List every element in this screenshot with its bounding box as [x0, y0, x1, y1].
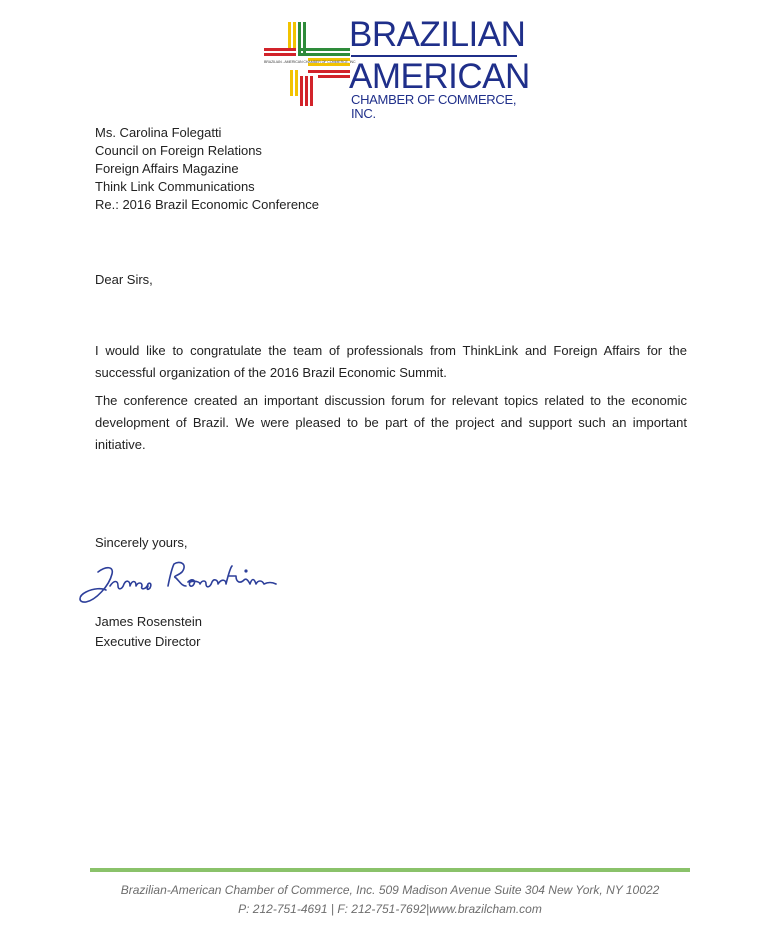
signer-block — [95, 612, 202, 652]
recipient-org-2: Foreign Affairs Magazine — [95, 161, 239, 176]
logo-line-american: AMERICAN — [349, 57, 530, 96]
salutation: Dear Sirs, — [95, 272, 153, 287]
logo-line-chamber: CHAMBER OF COMMERCE, INC. — [351, 92, 517, 121]
letterhead-logo — [262, 15, 530, 121]
handwritten-signature — [76, 556, 336, 614]
chamber-emblem-icon — [262, 18, 356, 110]
logo-wordmark — [349, 15, 530, 121]
footer-contact: P: 212-751-4691 | F: 212-751-7692|www.brazilcham.com — [238, 902, 542, 916]
closing: Sincerely yours, — [95, 535, 188, 550]
subject-line: Re.: 2016 Brazil Economic Conference — [95, 197, 320, 212]
signer-title: Executive Director — [95, 634, 201, 649]
recipient-address — [95, 124, 319, 214]
footer — [90, 881, 690, 919]
body-paragraph-1: I would like to congratulate the team of professionals from ThinkLink and Foreign Affairs for the successful organization of the 2016 Brazil Economic Summit. — [95, 343, 687, 380]
recipient-name: Ms. Carolina Folegatti — [95, 125, 222, 140]
logo-line-brazilian: BRAZILIAN — [349, 15, 526, 54]
signer-name: James Rosenstein — [95, 614, 202, 629]
logo-small-text: BRAZILIAN - AMERICAN CHAMBER OF COMMERCE, INC — [264, 60, 356, 64]
recipient-org-3: Think Link Communications — [95, 179, 255, 194]
recipient-org-1: Council on Foreign Relations — [95, 143, 262, 158]
body-paragraph-2: The conference created an important discussion forum for relevant topics related to the economic development of Brazil. We were pleased to be part of the project and support such an important initiative. — [95, 393, 687, 452]
footer-divider — [90, 868, 690, 872]
footer-address: Brazilian-American Chamber of Commerce, Inc. 509 Madison Avenue Suite 304 New York, NY 10022 — [120, 883, 660, 897]
